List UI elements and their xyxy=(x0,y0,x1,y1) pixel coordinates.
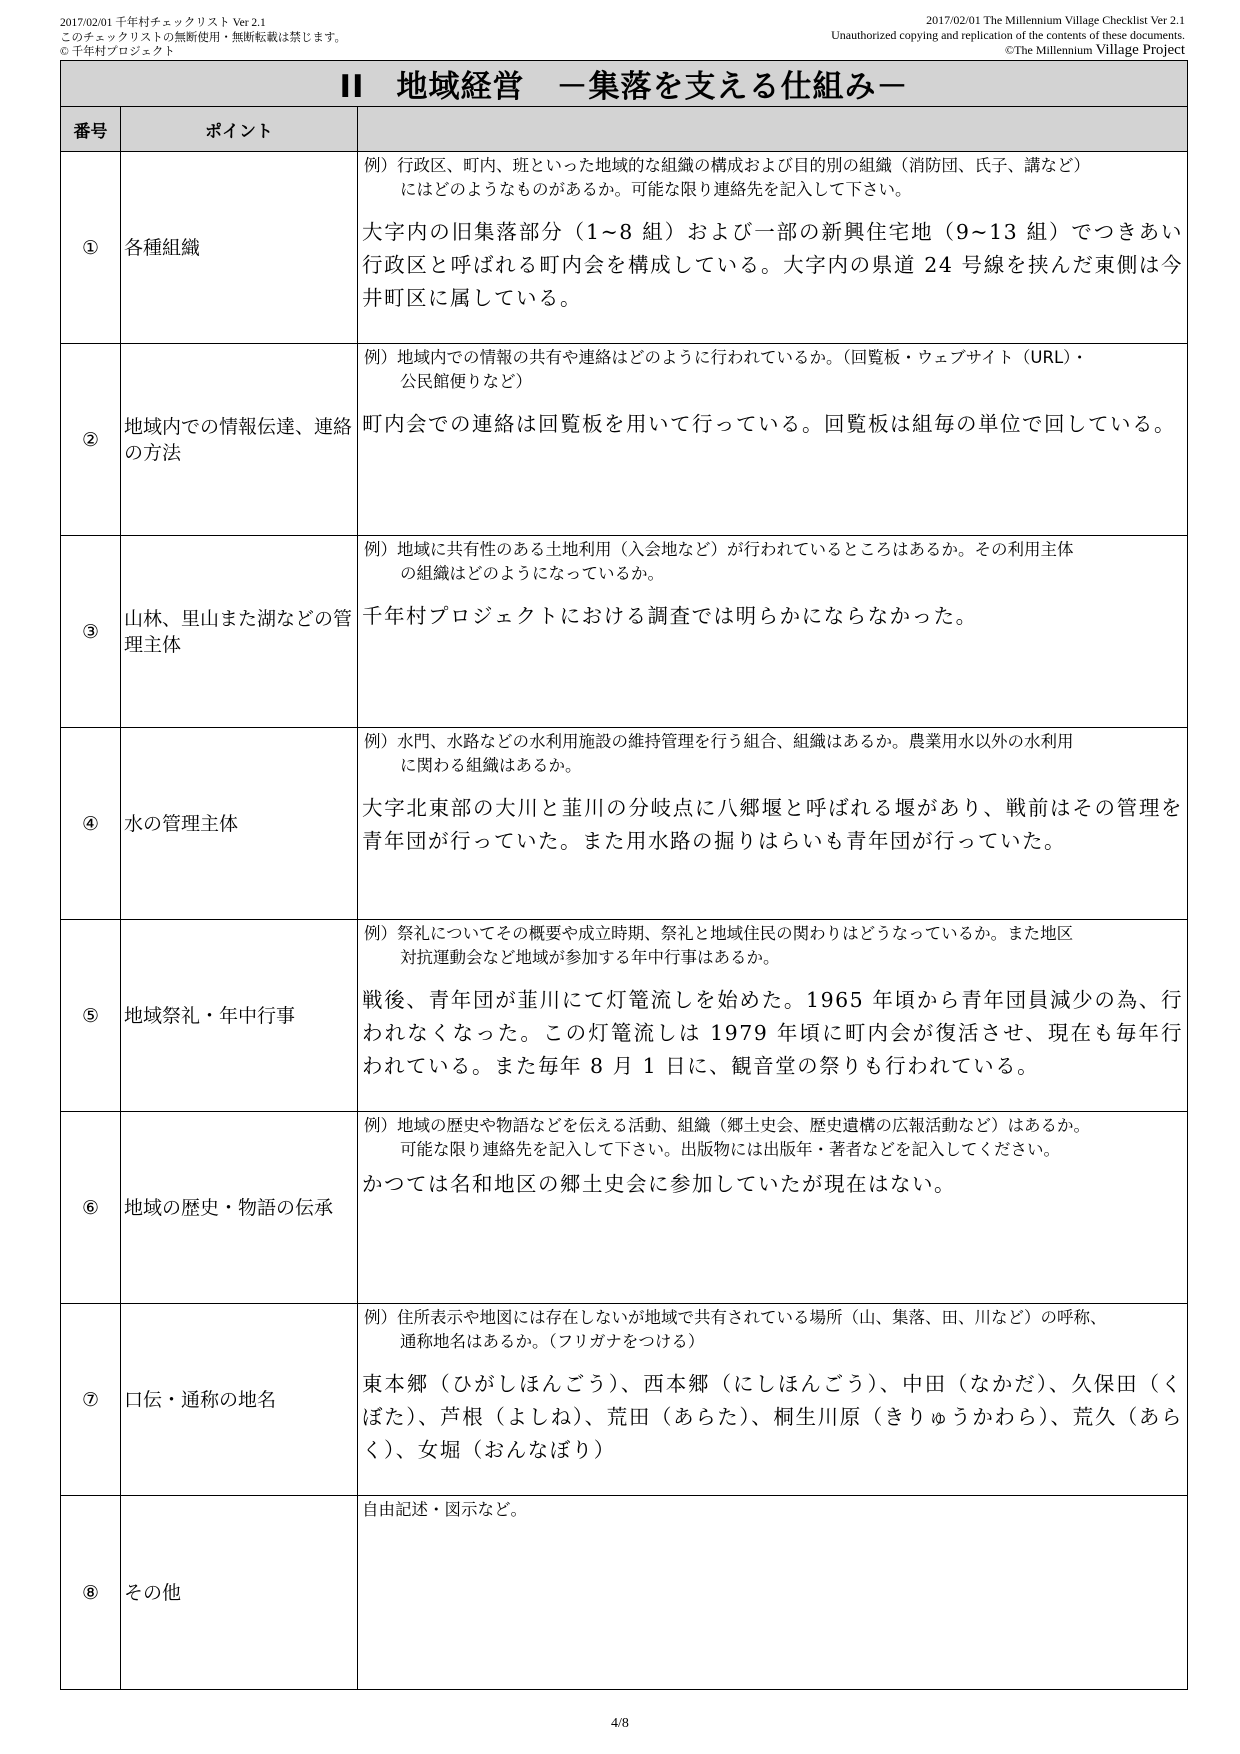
row-point: 口伝・通称の地名 xyxy=(121,1304,358,1496)
row-question xyxy=(358,536,1187,586)
table-row xyxy=(61,1112,1188,1304)
row-number: ③ xyxy=(61,536,121,728)
question-line1: 例）地域に共有性のある土地利用（入会地など）が行われているところはあるか。その利用主体 xyxy=(364,540,1074,559)
row-content xyxy=(358,536,1188,728)
row-free-text: 自由記述・図示など。 xyxy=(362,1500,527,1519)
row-content xyxy=(358,1496,1188,1690)
row-answer: かつては名和地区の郷土史会に参加していたが現在はない。 xyxy=(362,1172,956,1196)
row-point: 各種組織 xyxy=(121,152,358,344)
question-line1: 例）祭礼についてその概要や成立時期、祭礼と地域住民の関わりはどうなっているか。また地区 xyxy=(364,924,1074,943)
header-right xyxy=(545,13,1185,58)
row-answer: 大字内の旧集落部分（1~8 組）および一部の新興住宅地（9~13 組）でつきあい行政区と呼ばれる町内会を構成している。大字内の県道 24 号線を挟んだ東側は今井町区に属している。 xyxy=(362,220,1184,310)
table-row xyxy=(61,728,1188,920)
row-point: その他 xyxy=(121,1496,358,1690)
row-content xyxy=(358,728,1188,920)
table-row xyxy=(61,536,1188,728)
row-content xyxy=(358,152,1188,344)
row-content xyxy=(358,1304,1188,1496)
question-line2: 対抗運動会など地域が参加する年中行事はあるか。 xyxy=(400,948,780,967)
row-answer: 町内会での連絡は回覧板を用いて行っている。回覧板は組毎の単位で回している。 xyxy=(362,412,1176,436)
row-number: ⑧ xyxy=(61,1496,121,1690)
row-number: ② xyxy=(61,344,121,536)
question-line1: 例）地域の歴史や物語などを伝える活動、組織（郷土史会、歴史遺構の広報活動など）はあるか。 xyxy=(364,1116,1090,1135)
question-line2: 可能な限り連絡先を記入して下さい。出版物には出版年・著者などを記入してください。 xyxy=(400,1140,1060,1159)
row-point: 水の管理主体 xyxy=(121,728,358,920)
row-answer: 大字北東部の大川と韮川の分岐点に八郷堰と呼ばれる堰があり、戦前はその管理を青年団が行っていた。また用水路の掘りはらいも青年団が行っていた。 xyxy=(362,796,1184,853)
question-line1: 例）水門、水路などの水利用施設の維持管理を行う組合、組織はあるか。農業用水以外の水利用 xyxy=(364,732,1074,751)
question-line2: 通称地名はあるか。（フリガナをつける） xyxy=(400,1332,705,1351)
question-line2: に関わる組織はあるか。 xyxy=(400,756,582,775)
row-question xyxy=(358,920,1187,970)
header-right-copyright xyxy=(545,43,1185,58)
row-content xyxy=(358,344,1188,536)
row-number: ① xyxy=(61,152,121,344)
checklist-table xyxy=(60,60,1188,1690)
row-point: 地域内での情報伝達、連絡の方法 xyxy=(121,344,358,536)
row-answer: 千年村プロジェクトにおける調査では明らかにならなかった。 xyxy=(362,604,978,628)
column-header-row xyxy=(61,107,1188,152)
header-left-version: 2017/02/01 千年村チェックリスト Ver 2.1 xyxy=(60,17,266,29)
row-point: 山林、里山また湖などの管理主体 xyxy=(121,536,358,728)
row-number: ⑥ xyxy=(61,1112,121,1304)
question-line1: 例）住所表示や地図には存在しないが地域で共有されている場所（山、集落、田、川など）の呼称、 xyxy=(364,1308,1107,1327)
table-row xyxy=(61,920,1188,1112)
column-header-number: 番号 xyxy=(61,107,121,152)
row-answer: 東本郷（ひがしほんごう）、西本郷（にしほんごう）、中田（なかだ）、久保田（くぼた）、芦根（よしね）、荒田（あらた）、桐生川原（きりゅうかわら）、荒久（あらく）、女堀（おんなぼり） xyxy=(362,1372,1184,1462)
row-point: 地域の歴史・物語の伝承 xyxy=(121,1112,358,1304)
row-question xyxy=(358,1304,1187,1354)
row-question xyxy=(358,152,1187,202)
row-number: ④ xyxy=(61,728,121,920)
question-line2: にはどのようなものがあるか。可能な限り連絡先を記入して下さい。 xyxy=(400,180,912,199)
row-question xyxy=(358,728,1187,778)
page-number: 4/8 xyxy=(611,1716,629,1731)
row-number: ⑤ xyxy=(61,920,121,1112)
section-title: II 地域経営 －集落を支える仕組み－ xyxy=(61,61,1188,107)
table-row xyxy=(61,344,1188,536)
table-row xyxy=(61,1496,1188,1690)
table-row xyxy=(61,1304,1188,1496)
header-left-notice: このチェックリストの無断使用・無断転載は禁じます。 xyxy=(60,31,347,44)
question-line1: 例）行政区、町内、班といった地域的な組織の構成および目的別の組織（消防団、氏子、講など） xyxy=(364,156,1090,175)
header-right-copyright-suffix: Village Project xyxy=(1095,42,1185,58)
question-line1: 例）地域内での情報の共有や連絡はどのように行われているか。（回覧板・ウェブサイト（URL）・ xyxy=(364,348,1088,367)
header-right-version: 2017/02/01 The Millennium Village Checklist Ver 2.1 xyxy=(926,13,1185,27)
column-header-point: ポイント xyxy=(121,107,358,152)
row-content xyxy=(358,1112,1188,1304)
question-line2: の組織はどのようになっているか。 xyxy=(400,564,664,583)
row-content xyxy=(358,920,1188,1112)
question-line2: 公民館便りなど） xyxy=(400,372,532,391)
header-right-notice: Unauthorized copying and replication of the contents of these documents. xyxy=(831,28,1185,42)
row-question xyxy=(358,1112,1187,1162)
column-header-content xyxy=(358,107,1188,152)
row-number: ⑦ xyxy=(61,1304,121,1496)
header-left xyxy=(60,16,620,60)
title-row xyxy=(61,61,1188,107)
table-row xyxy=(61,152,1188,344)
header-left-copyright: © 千年村プロジェクト xyxy=(60,46,175,58)
row-answer: 戦後、青年団が韮川にて灯篭流しを始めた。1965 年頃から青年団員減少の為、行われなくなった。この灯篭流しは 1979 年頃に町内会が復活させ、現在も毎年行われている。また毎年 8 月 1 日に、観音堂の祭りも行われている。 xyxy=(362,988,1184,1078)
row-question xyxy=(358,344,1187,394)
header-right-copyright-prefix: ©The Millennium xyxy=(1005,43,1093,57)
row-point: 地域祭礼・年中行事 xyxy=(121,920,358,1112)
